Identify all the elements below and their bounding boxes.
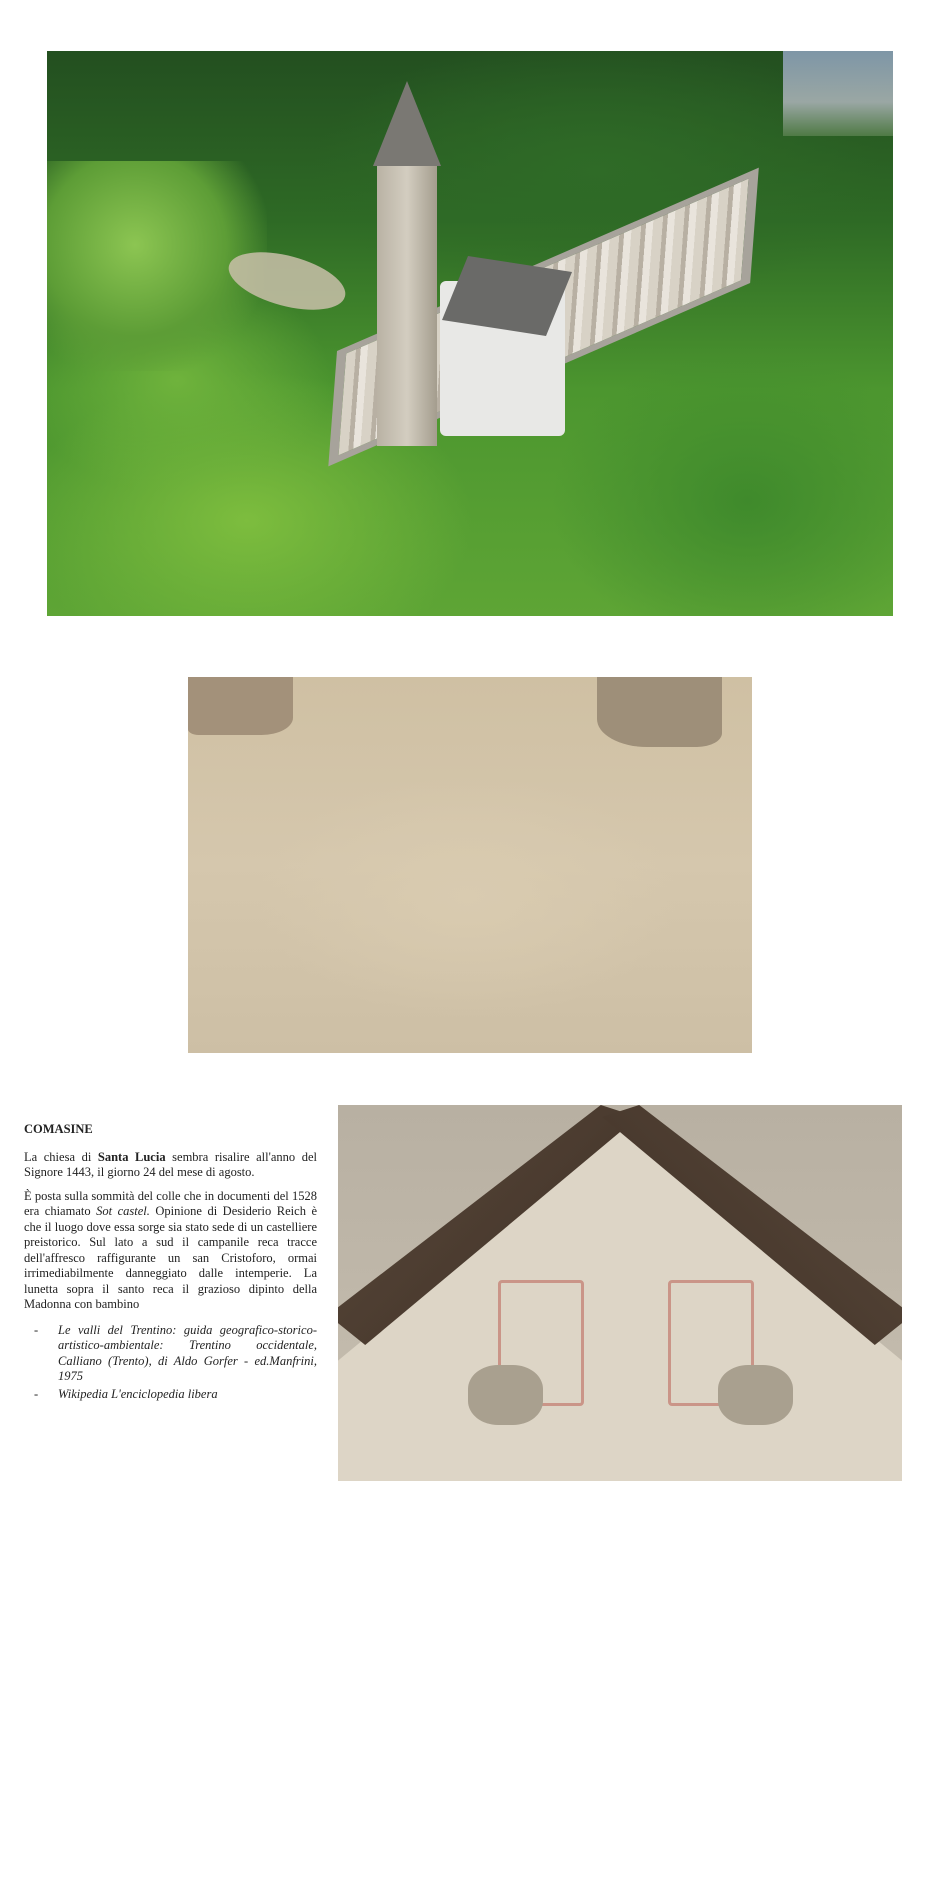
bell-tower: [377, 161, 437, 446]
bell-tower-spire: [373, 81, 441, 166]
reference-item: - Wikipedia L'enciclopedia libera: [34, 1386, 218, 1401]
valley-town-background: [783, 51, 893, 136]
exposed-stone-patch: [597, 677, 722, 747]
reference-list: [24, 1323, 317, 1403]
article-heading: COMASINE: [24, 1122, 93, 1136]
exposed-stone-patch: [188, 677, 293, 735]
damaged-plaster: [468, 1365, 543, 1425]
damaged-plaster: [718, 1365, 793, 1425]
church-name: Santa Lucia: [97, 1149, 166, 1164]
aerial-church-photo: [47, 51, 893, 616]
paragraph-date: La chiesa di Santa Lucia sembra risalire all'anno del Signore 1443, il giorno 24 del mese di agosto.: [24, 1149, 317, 1179]
church-gable-photo: [338, 1105, 902, 1481]
place-name: Sot castel.: [96, 1204, 150, 1218]
reference-item: - Le valli del Trentino: guida geografico-storico-artistico-ambientale: Trentino occidentale, Calliano (Trento), di Aldo Gorfer - ed.Manfrini, 1975: [34, 1322, 317, 1383]
article-text: [24, 1122, 317, 1404]
plaster-wall-photo: [188, 677, 752, 1053]
paragraph-history: È posta sulla sommità del colle che in documenti del 1528 era chiamato Sot castel. Opinione di Desiderio Reich è che il luogo dove essa sorge sia stato sede di un castelliere preistorico. Sul lato a sud il campanile reca tracce dell'affresco raffigurante un san Cristoforo, ormai irrimediabilmente danneggiato dalle intemperie. La lunetta sopra il santo reca il grazioso dipinto della Madonna con bambino: [24, 1188, 318, 1311]
